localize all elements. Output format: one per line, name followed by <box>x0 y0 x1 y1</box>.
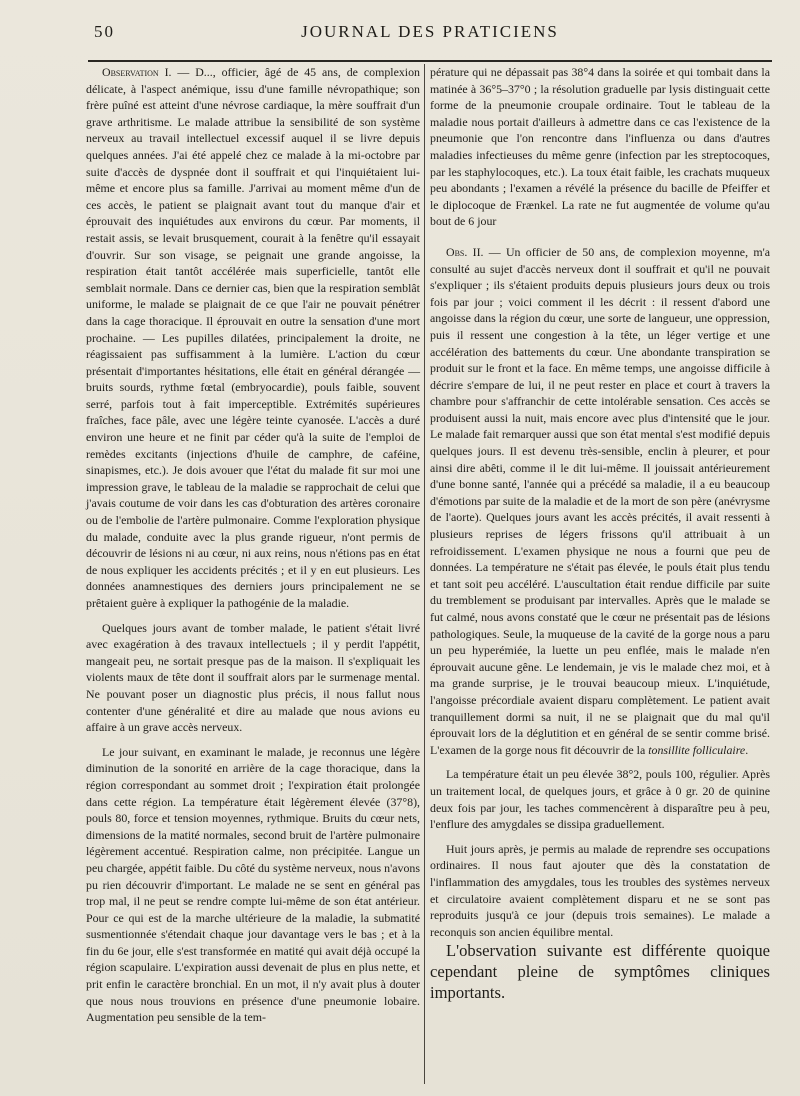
observation-2-italic-term: tonsillite folliculaire <box>648 742 746 757</box>
left-column <box>86 64 420 1026</box>
observation-2-paragraph <box>430 244 770 758</box>
journal-title: JOURNAL DES PRATICIENS <box>301 22 559 41</box>
observation-2-label: Obs. II. <box>446 244 484 259</box>
page-number: 50 <box>94 22 115 41</box>
paragraph-continued: pérature qui ne dépassait pas 38°4 dans la soirée et qui tombait dans la matinée à 36°5–37°0 ; la résolution graduelle par lysis distinguait cette forme de la pneumonie croupale ordinaire. Tout le tableau de la maladie nous portait d'ailleurs à admettre dans ce cas l'existence de la pneumonie que l'on rencontre dans l'influenza ou dans d'autres maladies infectieuses du même genre (infection par les streptocoques, par les staphylocoques, etc.). La toux était faible, les crachats muqueux peu abondants ; l'examen a révélé la présence du bacille de Pfeiffer et le diplocoque de Frænkel. La rate ne fut augmentée de volume qu'au bout de 6 jour <box>430 65 770 229</box>
page-header <box>88 22 772 48</box>
header-rule <box>88 60 772 62</box>
column-divider <box>424 64 425 1084</box>
paragraph-recovery: Huit jours après, je permis au malade de reprendre ses occupations ordinaires. Il nous faut ajouter que dès la constatation de l'inflammation des amygdales, tous les troubles des systèmes nerveux et circulatoire avaient complètement disparu et ne se sont pas reproduits jusqu'à ce jour (depuis trois semaines). Le malade a reconquis son ancien équilibre mental. <box>430 841 770 939</box>
callout-next-observation: L'observation suivante est différente quoique cependant pleine de symptômes cliniques importants. <box>430 941 770 1003</box>
paragraph-next-day: Le jour suivant, en examinant le malade, je reconnus une légère diminution de la sonorité en arrière de la cage thoracique, dans la région correspondant au sommet droit ; l'expiration était prolongée dans cette région. La température était légèrement élevée (37°8), pouls 80, force et tension moyennes, rythmique. Bruits du cœur nets, dimensions de la matité normales, second bruit de l'artère pulmonaire légèrement accentué. Respiration calme, non précipitée. Langue un peu chargée, appétit faible. Du côté du système nerveux, nous n'avons pu rien découvrir d'important. Le malade ne se sent en général pas trop mal, il ne peut se rendre compte lui-même de son état antérieur. Pour ce qui est de la marche ultérieure de la maladie, la submatité susmentionnée s'étendait chaque jour davantage vers le bas ; et à la fin du 6e jour, elle s'est transformée en matité qui avait déjà occupé la région scapulaire. L'expiration aussi devenait de plus en plus nette, et prit enfin le caractère bronchial. En un mot, il n'y avait plus à douter que nous nous trouvions en présence d'une pneumonie lobaire. Augmentation peu sensible de la tem- <box>86 744 420 1025</box>
right-column <box>430 64 770 1003</box>
observation-1-text: — D..., officier, âgé de 45 ans, de complexion délicate, à l'aspect anémique, issu d'une famille névropathique; son frère puîné est atteint d'une névrose cardiaque, la mère souffrait d'un grave arthritisme. Le malade attribue la sensibilité de son système nerveux au travail intellectuel excessif auquel il se livre depuis quelques années. J'ai été appelé chez ce malade à la mi-octobre par suite d'accès de dyspnée dont il souffrait et qui l'inquiétaient lui-même et encore plus sa famille. J'arrivai au moment même d'un de ces accès, le patient se plaignait avant tout du manque d'air et éprouvait des inquiétudes aux environs du cœur. Par moments, il restait assis, se levait brusquement, courait à la fenêtre qu'il essayait d'ouvrir. Sur son visage, se peignait une grande angoisse, la respiration était tantôt accélérée mais superficielle, tantôt elle semblait normale. Dans ce dernier cas, bien que la respiration semblât uniforme, le malade se plaignait de ce que l'air ne pouvait pénétrer dans la cage thoracique. Il éprouvait en outre la sensation d'une mort prochaine. — Les pupilles dilatées, principalement la droite, ne réagissaient pas suffisamment à la lumière. L'action du cœur présentait d'importantes hésitations, elle était en général dérangée — bruits sourds, rythme fœtal (embryocardie), pouls faible, souvent serré, parfois tout à fait imperceptible. Extrémités supérieures fraîches, face pâle, avec une légère teinte cyanosée. L'accès a duré environ une heure et ne finit par céder qu'à la suite de l'emploi de remèdes excitants (injections d'huile de camphre, de caféine, sinapismes, etc.). Je dois avouer que l'état du malade fit sur moi une impression grave, le tableau de la maladie se rapprochait de celui que j'avais coutume de voir dans les cas d'obturation des artères coronaire ou de l'embolie de l'artère pulmonaire. Comme l'exploration physique du malade, conduite avec la plus grande rigueur, n'ont permis de découvrir de lésions ni au cœur, ni aux reins, nous n'étions pas en état de nous expliquer les accidents précités ; et il y en eut plusieurs. Les données anamnestiques des derniers jours principalement ne se prêtaient guère à expliquer la pathogénie de la maladie. <box>86 65 420 610</box>
observation-1-label: Observation I. <box>102 65 172 79</box>
paragraph-temperature: La température était un peu élevée 38°2, pouls 100, régulier. Après un traitement local, de quelques jours, et grâce à 0 gr. 20 de quinine deux fois par jour, les taches commencèrent à disparaître peu à peu, l'enflure des amygdales se dissipa graduellement. <box>430 767 770 832</box>
paragraph-prior-days: Quelques jours avant de tomber malade, le patient s'était livré avec exagération à des travaux intellectuels ; il y perdit l'appétit, mangeait peu, ne sortait presque pas de la maison. Il s'expliquait les violents maux de tête dont il souffrait alors par le surmenage mental. Ne pouvant poser un diagnostic plus précis, il nous fallut nous contenter d'une généralité et dire au malade que nous avions eu affaire à un grave accès nerveux. <box>86 620 420 735</box>
observation-2-text: — Un officier de 50 ans, de complexion moyenne, m'a consulté au sujet d'accès nerveux dont il souffrait et qu'il ne pouvait s'expliquer ; ils s'étaient produits depuis plusieurs jours deux ou trois fois par jour ; voici comment il les décrit : il ressent d'abord une angoisse dans la région du cœur, une sorte de langueur, une oppression, puis il ressent une congestion à la tête, un léger vertige et une accélération des battements du cœur. Une abondante transpiration se produit sur le front et la face. En même temps, une angoisse difficile à décrire s'empare de lui, il ne peut rester en place et court à travers la chambre pour s'affranchir de cette intolérable sensation. Ces accès se produisent aussi la nuit, mais encore avec plus d'intensité que le jour. Le malade fait remarquer aussi que son état mental s'est modifié depuis quelques jours. Il est devenu très-sensible, enclin à pleurer, et pour ainsi dire abêti, comme il le dit lui-même. Il jouissait antérieurement d'une bonne santé, l'année qui a précédé sa maladie, il a eu beaucoup d'émotions par suite de la maladie et de la mort de son père (anévrysme de l'aorte). Quelques jours avant les accès précités, il avait ressenti à plusieurs reprises de légers frissons qu'il attribuait à un refroidissement. L'examen physique ne nous a fourni que peu de données. La température ne s'était pas élevée, le pouls était plus tendu et tant soit peu accéléré. L'auscultation était rendue difficile par suite du tremblement se produisant par intervalles. Après que le malade se fut calmé, nous avons constaté que le cœur ne présentait pas de lésions pathologiques. Seule, la muqueuse de la cavité de la gorge nous a paru un peu hyperémiée, la luette un peu enflée, mais le malade n'en éprouvait aucune gêne. Le lendemain, je vis le malade chez moi, et à ma grande surprise, je le trouvai beaucoup mieux. L'inquiétude, l'angoisse précordiale avaient disparu complètement. Le patient avait tranquillement dormi sa nuit, il ne se plaignait que du mal qu'il éprouvait lors de la déglutition et en général de se sentir comme brisé. L'examen de la gorge nous fit découvrir de la <box>430 244 770 757</box>
observation-2-end: . <box>745 742 749 757</box>
observation-1-paragraph <box>86 64 420 612</box>
